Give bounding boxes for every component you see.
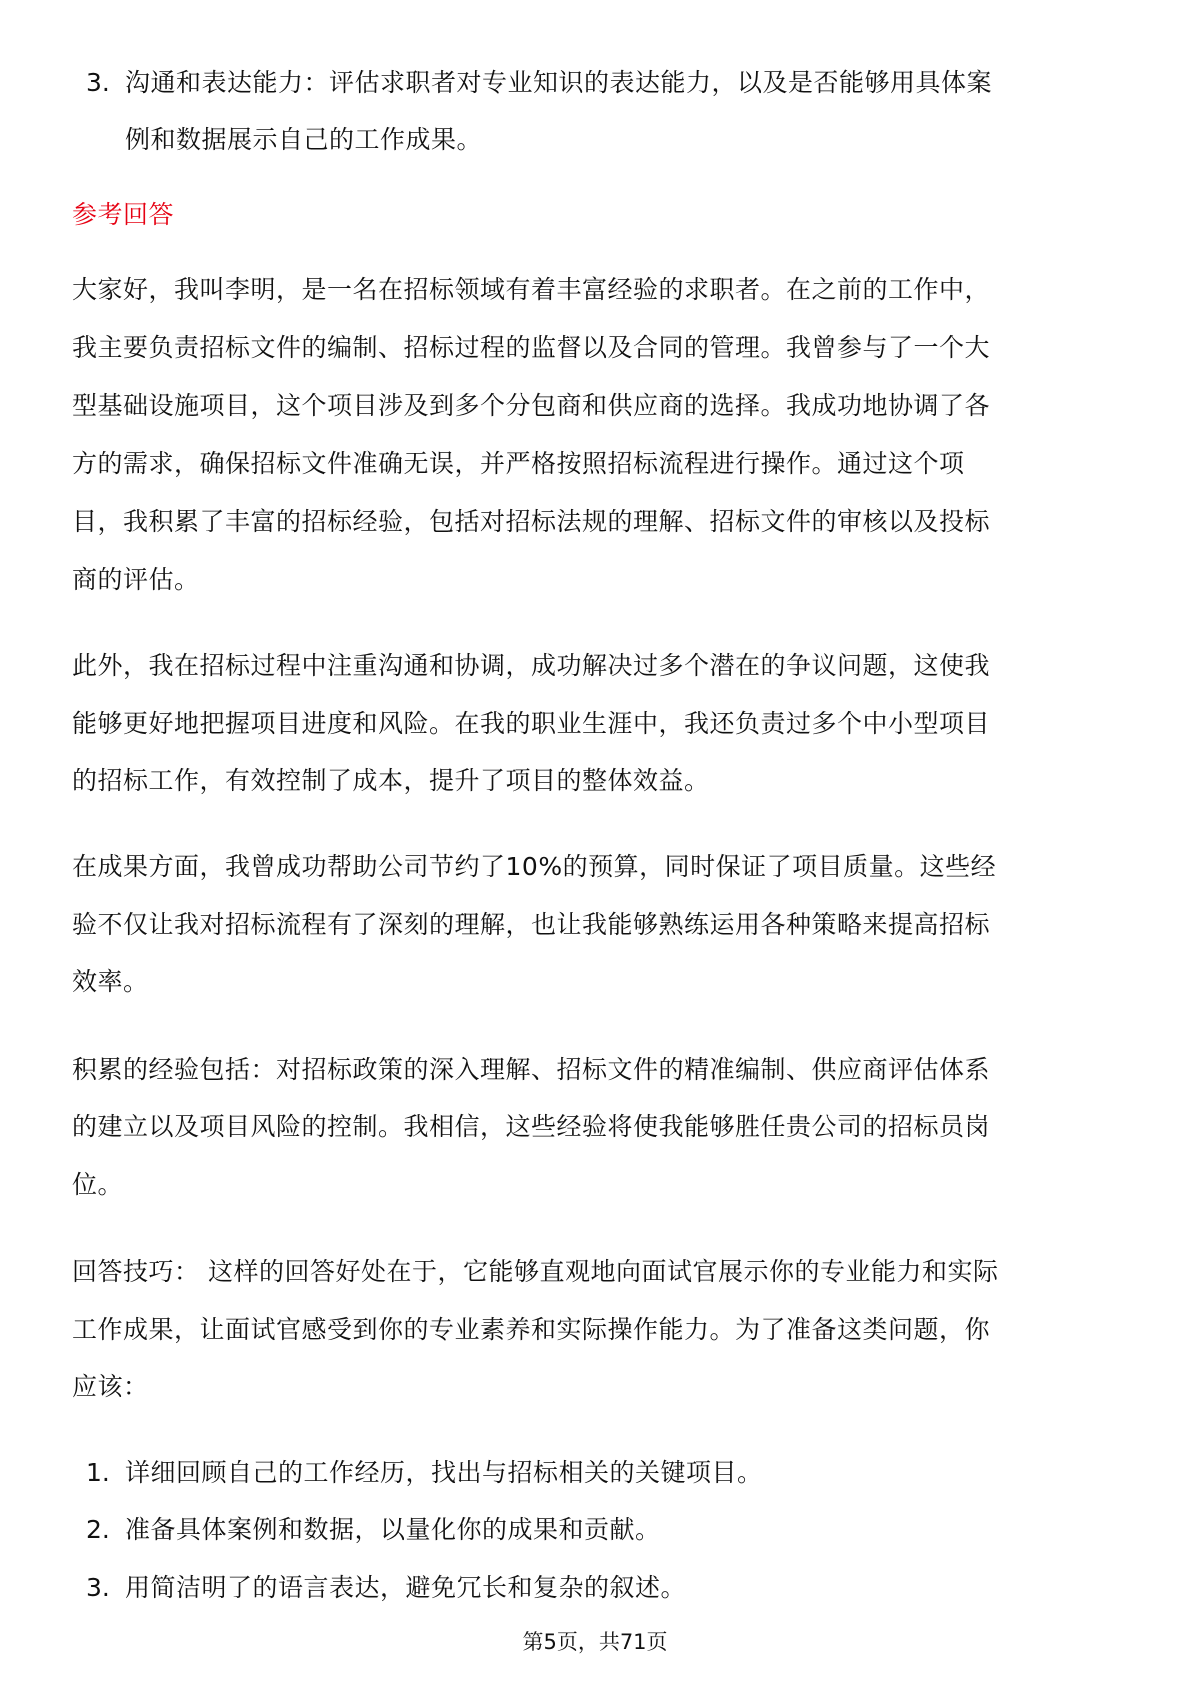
list-item: 详细回顾自己的工作经历，找出与招标相关的关键项目。 bbox=[125, 1458, 763, 1487]
text-line: 方的需求，确保招标文件准确无误，并严格按照招标流程进行操作。通过这个项 bbox=[72, 449, 965, 478]
text-line: 的招标工作，有效控制了成本，提升了项目的整体效益。 bbox=[72, 766, 710, 795]
list-number: 3. bbox=[86, 1573, 110, 1602]
text-line: 我主要负责招标文件的编制、招标过程的监督以及合同的管理。我曾参与了一个大 bbox=[72, 333, 991, 362]
text-line: 型基础设施项目，这个项目涉及到多个分包商和供应商的选择。我成功地协调了各 bbox=[72, 391, 991, 420]
list-number: 1. bbox=[86, 1458, 110, 1487]
text-line: 应该： bbox=[72, 1372, 149, 1401]
list-text-line: 沟通和表达能力：评估求职者对专业知识的表达能力，以及是否能够用具体案 bbox=[125, 68, 993, 97]
text-line: 目，我积累了丰富的招标经验，包括对招标法规的理解、招标文件的审核以及投标 bbox=[72, 507, 991, 536]
text-line: 在成果方面，我曾成功帮助公司节约了10%的预算，同时保证了项目质量。这些经 bbox=[72, 852, 997, 881]
text-line: 工作成果，让面试官感受到你的专业素养和实际操作能力。为了准备这类问题，你 bbox=[72, 1315, 991, 1344]
answer-heading: 参考回答 bbox=[72, 200, 175, 229]
text-line: 回答技巧： 这样的回答好处在于，它能够直观地向面试官展示你的专业能力和实际 bbox=[72, 1257, 999, 1286]
text-line: 商的评估。 bbox=[72, 565, 200, 594]
list-text-line: 例和数据展示自己的工作成果。 bbox=[125, 125, 483, 154]
list-item: 用简洁明了的语言表达，避免冗长和复杂的叙述。 bbox=[125, 1573, 687, 1602]
text-line: 验不仅让我对招标流程有了深刻的理解，也让我能够熟练运用各种策略来提高招标 bbox=[72, 910, 991, 939]
text-line: 的建立以及项目风险的控制。我相信，这些经验将使我能够胜任贵公司的招标员岗 bbox=[72, 1112, 991, 1141]
list-number: 2. bbox=[86, 1515, 110, 1544]
text-line: 积累的经验包括：对招标政策的深入理解、招标文件的精准编制、供应商评估体系 bbox=[72, 1055, 991, 1084]
text-line: 位。 bbox=[72, 1170, 124, 1199]
text-line: 大家好，我叫李明，是一名在招标领域有着丰富经验的求职者。在之前的工作中， bbox=[72, 275, 991, 304]
list-number: 3. bbox=[86, 68, 110, 97]
text-line: 效率。 bbox=[72, 967, 149, 996]
text-line: 此外，我在招标过程中注重沟通和协调，成功解决过多个潜在的争议问题，这使我 bbox=[72, 651, 991, 680]
text-line: 能够更好地把握项目进度和风险。在我的职业生涯中，我还负责过多个中小型项目 bbox=[72, 709, 991, 738]
list-item: 准备具体案例和数据，以量化你的成果和贡献。 bbox=[125, 1515, 661, 1544]
page-number: 第5页，共71页 bbox=[522, 1630, 668, 1654]
